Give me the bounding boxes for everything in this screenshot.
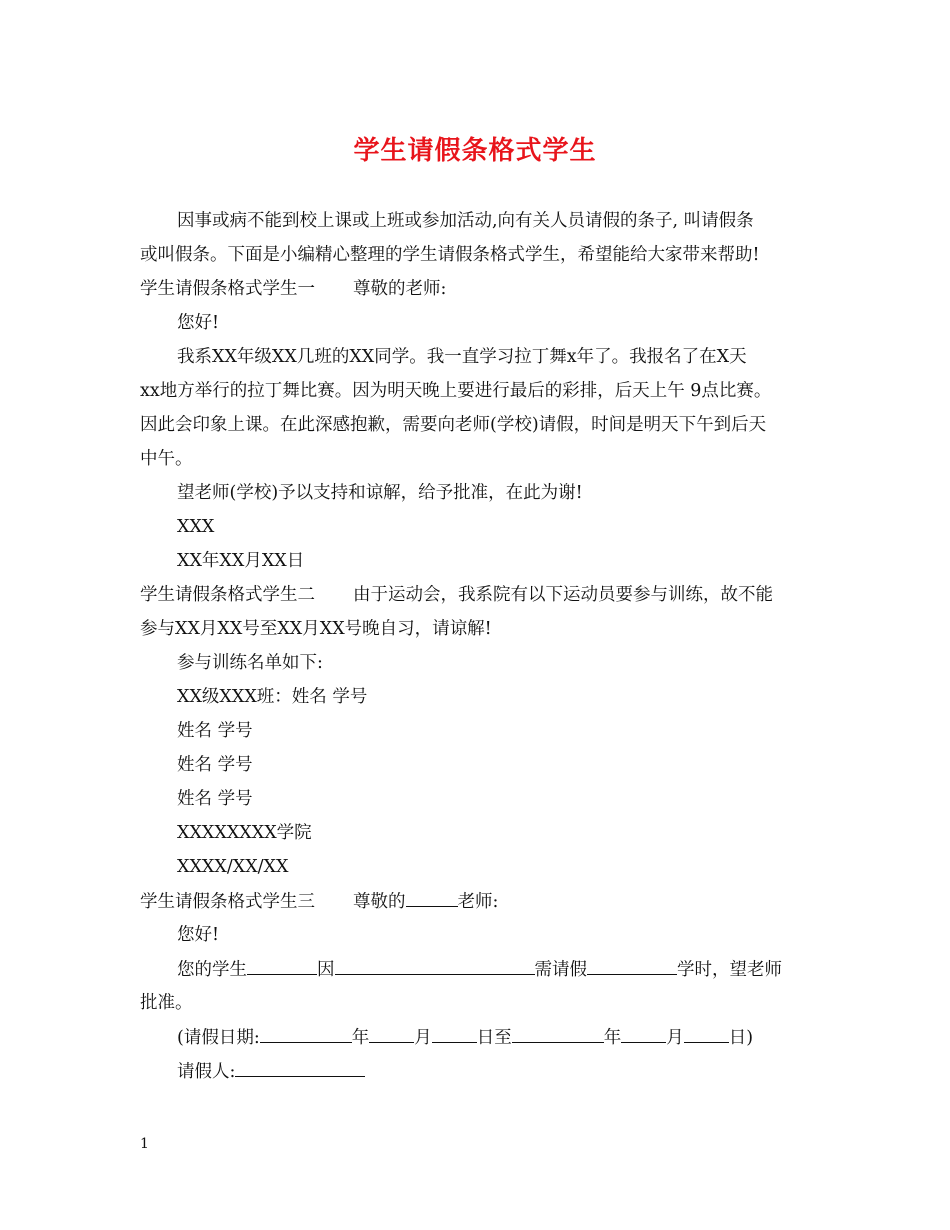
section-2-date: XXXX/XX/XX bbox=[177, 857, 289, 877]
date-to-label: 日至 bbox=[476, 1028, 512, 1048]
section-2-list-intro: 参与训练名单如下: bbox=[177, 653, 323, 673]
section-1-greeting: 您好! bbox=[177, 313, 220, 333]
section-3-heading: 学生请假条格式学生三 bbox=[140, 892, 315, 912]
section-3-line-2: 批准。 bbox=[140, 993, 193, 1013]
section-3-heading-line bbox=[140, 890, 498, 913]
section-3-salutation-b: 老师: bbox=[457, 892, 499, 912]
date-month2-label: 月 bbox=[666, 1028, 684, 1048]
date-close: 日) bbox=[728, 1028, 754, 1048]
list-item: XX级XXX班：姓名 学号 bbox=[177, 687, 368, 707]
intro-line-2: 或叫假条。下面是小编精心整理的学生请假条格式学生，希望能给大家带来帮助! bbox=[140, 245, 760, 265]
line-1-text-a: 您的学生 bbox=[177, 960, 247, 980]
page-title: 学生请假条格式学生 bbox=[353, 136, 597, 166]
section-1-body-line-2: xx地方举行的拉丁舞比赛。因为明天晚上要进行最后的彩排，后天上午 9点比赛。 bbox=[140, 381, 772, 401]
list-item: 姓名 学号 bbox=[177, 755, 253, 775]
start-month-blank bbox=[369, 1026, 414, 1043]
end-day-blank bbox=[684, 1026, 729, 1043]
section-1-body-line-1: 我系XX年级XX几班的XX同学。我一直学习拉丁舞x年了。我报名了在X天 bbox=[177, 347, 747, 367]
date-year2-label: 年 bbox=[603, 1028, 622, 1048]
list-item: 姓名 学号 bbox=[177, 721, 253, 741]
section-1-body-line-3: 因此会印象上课。在此深感抱歉，需要向老师(学校)请假，时间是明天下午到后天 bbox=[140, 415, 767, 435]
section-1-body-line-4: 中午。 bbox=[140, 449, 193, 469]
date-open: (请假日期: bbox=[177, 1028, 260, 1048]
section-1-heading: 学生请假条格式学生一 bbox=[140, 279, 315, 299]
start-year-blank bbox=[260, 1026, 352, 1043]
page-number: 1 bbox=[140, 1136, 149, 1152]
section-2-heading-line bbox=[140, 584, 773, 606]
hours-blank bbox=[587, 958, 677, 975]
teacher-name-blank bbox=[406, 890, 458, 907]
applicant-line bbox=[177, 1060, 365, 1083]
section-1-closing: 望老师(学校)予以支持和谅解，给予批准，在此为谢! bbox=[177, 483, 583, 503]
section-3-greeting: 您好! bbox=[177, 925, 220, 945]
end-month-blank bbox=[621, 1026, 666, 1043]
section-2-body-second: 参与XX月XX号至XX月XX号晚自习，请谅解! bbox=[140, 619, 492, 639]
section-3-salutation-a: 尊敬的 bbox=[353, 892, 406, 912]
section-2-college: XXXXXXXX学院 bbox=[177, 823, 312, 843]
section-2-heading: 学生请假条格式学生二 bbox=[140, 585, 315, 605]
section-1-signer: XXX bbox=[177, 517, 215, 537]
reason-blank bbox=[335, 958, 535, 975]
section-2-body-first: 由于运动会，我系院有以下运动员要参与训练，故不能 bbox=[353, 585, 773, 605]
leave-date-line bbox=[177, 1026, 753, 1049]
section-1-heading-line bbox=[140, 278, 446, 300]
line-1-text-b: 因 bbox=[317, 960, 335, 980]
applicant-label: 请假人: bbox=[177, 1062, 236, 1082]
applicant-blank bbox=[235, 1060, 365, 1077]
end-year-blank bbox=[512, 1026, 604, 1043]
start-day-blank bbox=[432, 1026, 477, 1043]
intro-line-1: 因事或病不能到校上课或上班或参加活动,向有关人员请假的条子, 叫请假条 bbox=[177, 211, 754, 231]
student-name-blank bbox=[247, 958, 317, 975]
list-item: 姓名 学号 bbox=[177, 789, 253, 809]
section-1-date: XX年XX月XX日 bbox=[177, 551, 305, 571]
line-1-text-c: 需请假 bbox=[534, 960, 587, 980]
date-year-label: 年 bbox=[351, 1028, 370, 1048]
date-month-label: 月 bbox=[414, 1028, 432, 1048]
section-3-line-1 bbox=[177, 958, 782, 981]
line-1-text-d: 学时，望老师 bbox=[677, 960, 782, 980]
section-1-salutation: 尊敬的老师: bbox=[353, 279, 447, 299]
